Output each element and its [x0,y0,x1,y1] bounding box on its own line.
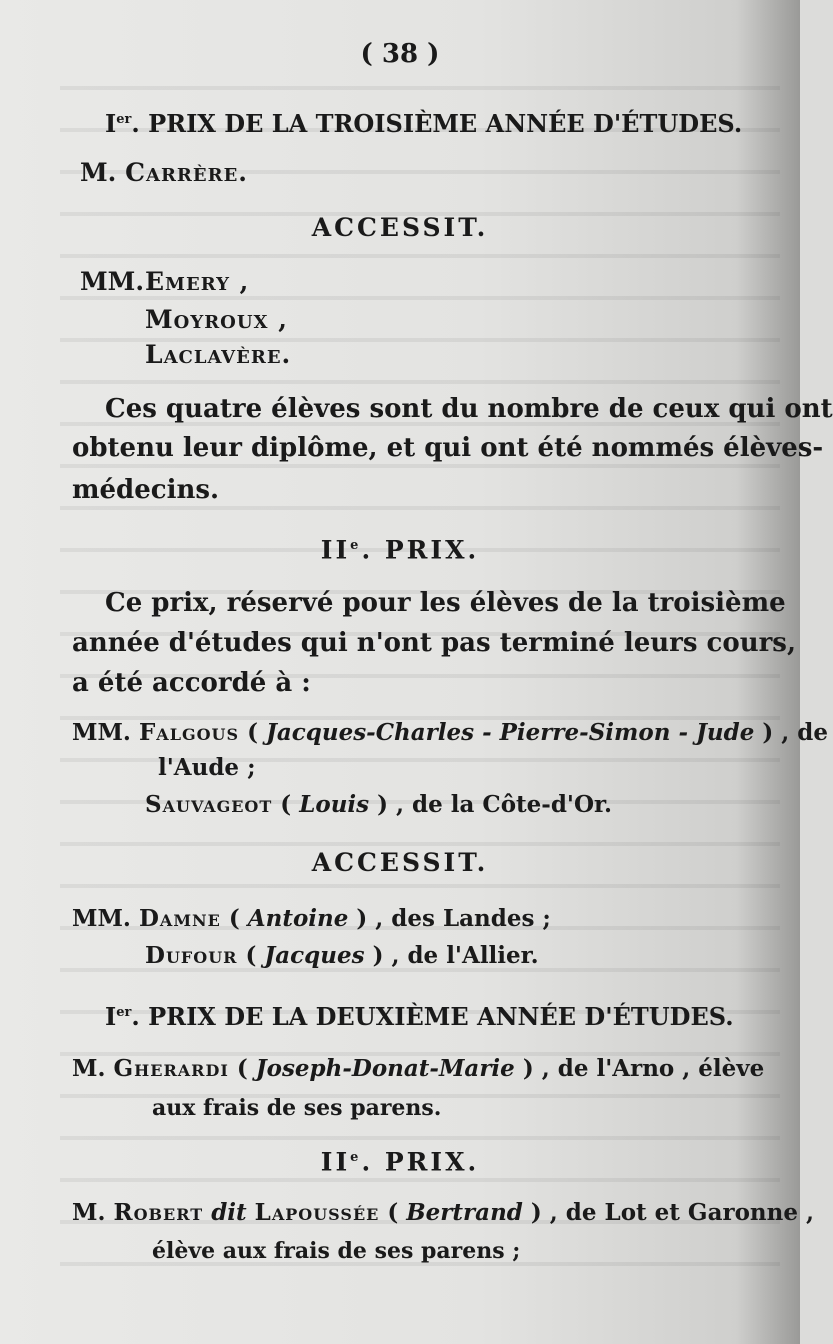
accessit1-prefix: MM. [80,267,145,296]
heading-title: . PRIX. [361,535,480,565]
paren-open: ( [247,719,266,746]
second-prize-line-2: année d'études qui n'ont pas terminé leurs cours, [72,628,797,658]
accessit1-name-2: Moyroux , [145,305,288,334]
heading-title: . PRIX DE LA TROISIÈME ANNÉE D'ÉTUDES. [131,109,743,138]
accessit2-surname: Damne [138,905,221,932]
second-prize-line-1: Ce prix, réservé pour les élèves de la troisième [105,588,786,618]
heading-second-year-second-prize [0,1142,800,1178]
second-prize-line-3: a été accordé à : [72,668,311,698]
accessit-heading-2: ACCESSIT. [311,848,489,877]
winner-rest: ) , de la Côte-d'Or. [377,791,613,818]
heading-title: . PRIX. [361,1147,480,1177]
accessit2-given: Jacques [264,942,365,969]
second-prize-winner-2 [145,789,612,821]
heading-roman: I [105,1002,117,1031]
winner-rest: ) , de l'Arno , élève [522,1055,765,1082]
accessit1-name-1: Emery , [145,267,250,296]
winner-given: Joseph-Donat-Marie [255,1055,515,1082]
winner-prefix: M. [80,158,117,187]
heading-roman: II [320,535,351,565]
winner-surname: Robert [113,1199,204,1226]
heading-third-year-first-prize [105,104,742,140]
heading-second-year-first-prize [105,997,734,1033]
heading-sup: er [116,1005,132,1020]
second-year-second-prize-winner: M. Robert dit Lapoussée ( Bertrand ) , de Lot et Garonne , [72,1199,815,1226]
note1-line-1: Ces quatre élèves sont du nombre de ceux qui ont [105,394,833,424]
page-number: ( 38 ) [360,39,440,69]
heading-title: . PRIX DE LA DEUXIÈME ANNÉE D'ÉTUDES. [131,1002,734,1031]
first-prize-winner [80,157,248,189]
accessit1-name-3: Laclavère. [145,340,292,369]
accessit2-rest: ) , des Landes ; [356,905,551,932]
winner-given: Jacques-Charles - Pierre-Simon - Jude [265,719,755,746]
accessit-heading-1: ACCESSIT. [311,213,489,242]
winner-prefix: M. [72,1055,106,1082]
accessit2-entry-1: MM. Damne ( Antoine ) , des Landes ; [72,905,551,932]
second-year-first-prize-cont: aux frais de ses parens. [152,1095,442,1121]
heading-second-prize-third-year [0,530,800,566]
dit-word: dit [211,1199,247,1226]
accessit2-given: Antoine [247,905,349,932]
winner-prefix: M. [72,1199,106,1226]
winner-name: Carrère. [125,158,248,187]
winner-prefix: MM. [72,719,131,746]
second-prize-winner-1-cont: l'Aude ; [158,754,256,781]
paren-open: ( [280,791,300,818]
heading-sup: e [350,538,362,553]
accessit2-entry-2: Dufour ( Jacques ) , de l'Allier. [145,942,539,969]
note1-line-3: médecins. [72,475,220,505]
winner-surname: Sauvageot [145,791,273,818]
winner-given: Bertrand [406,1199,523,1226]
heading-sup: e [350,1150,362,1165]
note1-line-2: obtenu leur diplôme, et qui ont été nommés élèves- [72,433,824,463]
second-prize-winner-1 [72,717,828,749]
heading-roman: II [320,1147,351,1177]
second-year-first-prize-winner: M. Gherardi ( Joseph-Donat-Marie ) , de l'Arno , élève [72,1055,765,1082]
accessit2-rest: ) , de l'Allier. [372,942,539,969]
accessit2-surname: Dufour [145,942,238,969]
winner-surname: Falgous [138,719,240,746]
heading-sup: er [116,112,132,127]
winner-given: Louis [299,791,370,818]
winner-surname: Gherardi [113,1055,229,1082]
heading-roman: I [105,109,117,138]
winner-surname-2: Lapoussée [254,1199,380,1226]
winner-rest: ) , de [762,719,828,746]
winner-rest: ) , de Lot et Garonne , [530,1199,815,1226]
second-year-second-prize-cont: élève aux frais de ses parens ; [152,1238,521,1264]
accessit2-prefix: MM. [72,905,131,932]
